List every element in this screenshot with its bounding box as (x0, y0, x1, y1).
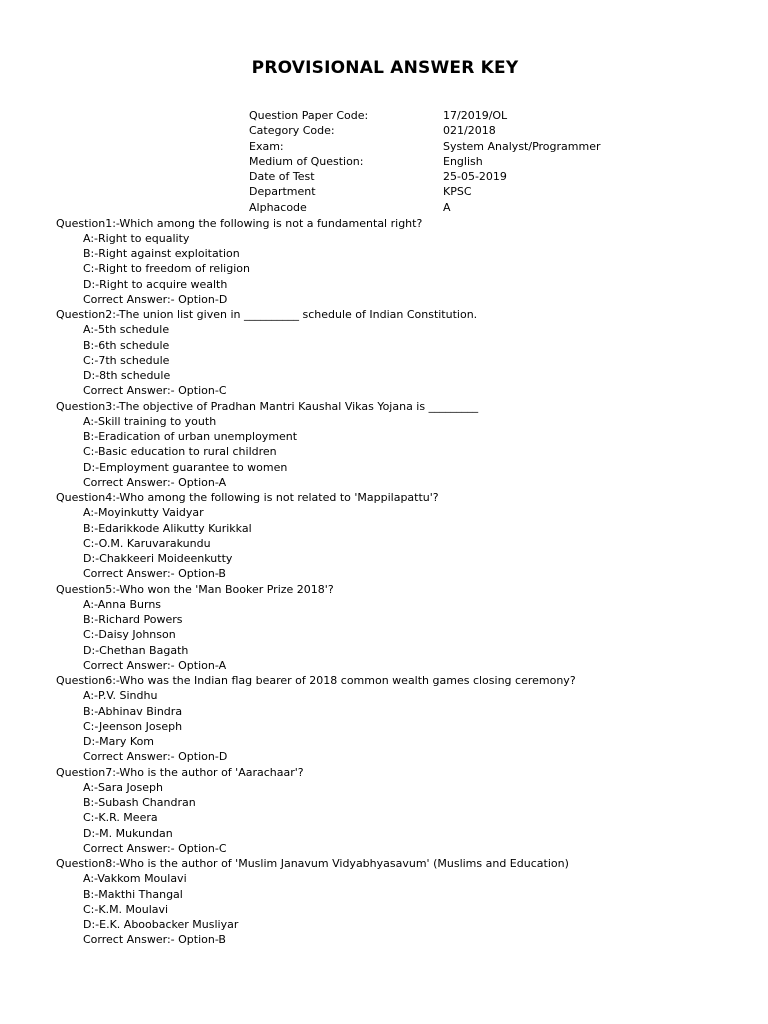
detail-value: System Analyst/Programmer (443, 139, 601, 153)
detail-row (249, 154, 601, 169)
detail-label: Alphacode (249, 200, 307, 214)
answer-option: A:-Sara Joseph (83, 780, 163, 794)
question-text: Question1:-Which among the following is not a fundamental right? (56, 216, 423, 230)
detail-value: English (443, 154, 483, 168)
detail-row (249, 139, 601, 154)
question-text: Question6:-Who was the Indian flag bearer of 2018 common wealth games closing ceremony? (56, 674, 576, 687)
question-block (56, 490, 756, 582)
answer-option: B:-Makthi Thangal (83, 887, 183, 901)
answer-option: C:-7th schedule (83, 353, 170, 367)
detail-row (249, 123, 601, 138)
correct-answer: Correct Answer:- Option-B (83, 567, 226, 581)
detail-label: Category Code: (249, 124, 335, 138)
detail-row (249, 169, 601, 184)
question-block (56, 399, 756, 491)
question-list (56, 216, 756, 948)
answer-option: D:-Right to acquire wealth (83, 277, 228, 291)
answer-option: C:-Basic education to rural children (83, 445, 277, 459)
question-text: Question4:-Who among the following is not related to 'Mappilapattu'? (56, 491, 439, 504)
correct-answer: Correct Answer:- Option-B (83, 933, 226, 947)
correct-answer: Correct Answer:- Option-A (83, 475, 227, 489)
answer-option: D:-E.K. Aboobacker Musliyar (83, 918, 239, 931)
detail-label: Date of Test (249, 170, 315, 184)
question-text: Question5:-Who won the 'Man Booker Prize 2018'? (56, 582, 334, 596)
answer-option: B:-6th schedule (83, 338, 170, 352)
detail-row (249, 108, 601, 123)
answer-option: A:-5th schedule (83, 323, 170, 337)
question-text: Question8:-Who is the author of 'Muslim Janavum Vidyabhyasavum' (Muslims and Education) (56, 857, 569, 870)
paper-details (249, 108, 601, 215)
detail-row (249, 200, 601, 215)
page-title: PROVISIONAL ANSWER KEY (251, 58, 519, 78)
detail-value: 17/2019/OL (443, 109, 508, 122)
answer-option: B:-Abhinav Bindra (83, 704, 183, 718)
answer-option: A:-P.V. Sindhu (83, 689, 158, 703)
question-block (56, 582, 756, 674)
correct-answer: Correct Answer:- Option-D (83, 750, 228, 764)
answer-option: B:-Subash Chandran (83, 796, 196, 809)
correct-answer: Correct Answer:- Option-D (83, 292, 228, 306)
answer-option: B:-Right against exploitation (83, 247, 240, 260)
answer-option: A:-Vakkom Moulavi (83, 872, 187, 886)
answer-option: D:-M. Mukundan (83, 826, 173, 840)
detail-label: Medium of Question: (249, 154, 364, 168)
answer-option: D:-Mary Kom (83, 735, 155, 748)
question-text: Question7:-Who is the author of 'Aarachaar'? (56, 765, 304, 779)
question-block (56, 673, 756, 765)
question-block (56, 765, 756, 857)
answer-option: C:-Daisy Johnson (83, 628, 176, 642)
question-block (56, 856, 756, 948)
answer-option: C:-K.R. Meera (83, 811, 158, 825)
answer-option: C:-Right to freedom of religion (83, 262, 250, 276)
answer-option: B:-Eradication of urban unemployment (83, 430, 298, 443)
detail-value: 25-05-2019 (443, 170, 507, 184)
answer-option: A:-Anna Burns (83, 597, 162, 611)
detail-label: Department (249, 185, 316, 199)
answer-option: A:-Skill training to youth (83, 414, 217, 428)
question-text: Question3:-The objective of Pradhan Mantri Kaushal Vikas Yojana is _________ (56, 399, 479, 413)
answer-option: C:-O.M. Karuvarakundu (83, 536, 211, 550)
answer-option: D:-Chakkeeri Moideenkutty (83, 552, 233, 565)
question-block (56, 307, 756, 399)
answer-option: A:-Right to equality (83, 231, 190, 245)
answer-option: C:-Jeenson Joseph (83, 719, 183, 733)
detail-row (249, 184, 601, 199)
detail-value: KPSC (443, 185, 472, 199)
question-block (56, 216, 756, 308)
answer-option: D:-8th schedule (83, 369, 171, 382)
correct-answer: Correct Answer:- Option-C (83, 384, 227, 398)
answer-option: B:-Edarikkode Alikutty Kurikkal (83, 521, 252, 535)
detail-value: 021/2018 (443, 124, 496, 138)
question-text: Question2:-The union list given in __________ schedule of Indian Constitution. (56, 308, 478, 321)
answer-option: C:-K.M. Moulavi (83, 902, 169, 916)
detail-label: Question Paper Code: (249, 109, 369, 122)
detail-label: Exam: (249, 139, 284, 153)
correct-answer: Correct Answer:- Option-C (83, 841, 227, 855)
answer-option: D:-Chethan Bagath (83, 643, 189, 657)
answer-option: D:-Employment guarantee to women (83, 460, 288, 474)
correct-answer: Correct Answer:- Option-A (83, 658, 227, 672)
detail-value: A (443, 200, 451, 214)
answer-option: A:-Moyinkutty Vaidyar (83, 506, 204, 520)
answer-option: B:-Richard Powers (83, 613, 183, 626)
